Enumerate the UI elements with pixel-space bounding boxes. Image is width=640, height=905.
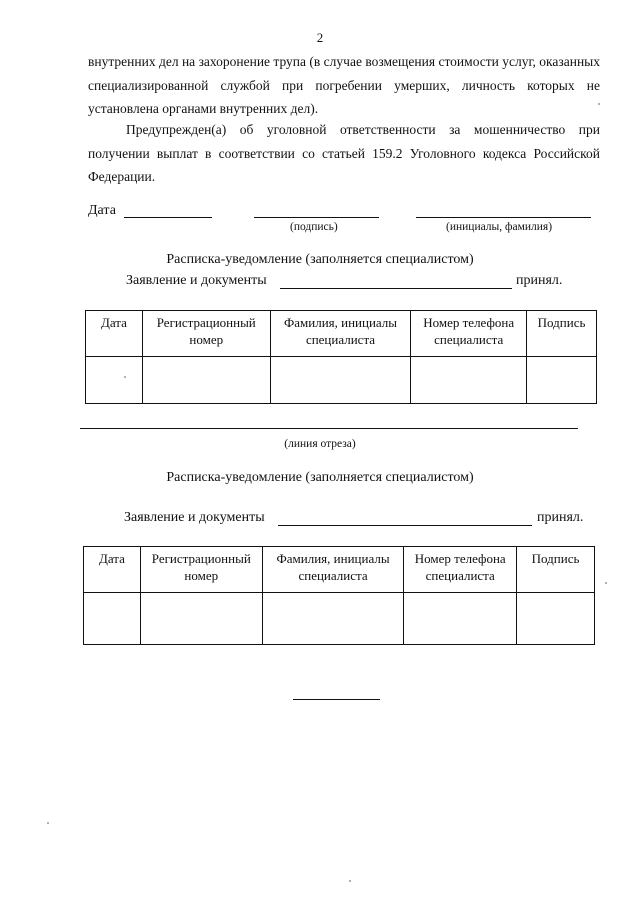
- header-phone: Номер телефона специалиста: [411, 311, 527, 357]
- table-header-row: [86, 311, 597, 357]
- end-separator-line: [293, 699, 380, 700]
- cell-date[interactable]: [86, 357, 143, 404]
- receipt-bottom-accepted: принял.: [537, 510, 584, 525]
- cell-phone[interactable]: [404, 593, 517, 645]
- receipt-top-table: [85, 310, 597, 404]
- receipt-top-title: Расписка-уведомление (заполняется специалистом): [166, 252, 474, 267]
- receipt-bottom-docs-label: Заявление и документы: [124, 510, 265, 525]
- header-signature: Подпись: [527, 311, 597, 357]
- continuation-paragraph: внутренних дел на захоронение трупа (в случае возмещения стоимости услуг, оказанных специализированной службой при погребении умерших, личность которых не установлена органами внутренних дел).: [88, 54, 600, 116]
- header-specialist-name: Фамилия, инициалы специалиста: [270, 311, 411, 357]
- table-header-row: [84, 547, 595, 593]
- initials-caption: (инициалы, фамилия): [446, 221, 553, 233]
- scan-speck: [598, 103, 600, 105]
- page-number: 2: [316, 30, 324, 45]
- scan-speck: [605, 582, 607, 584]
- header-specialist-name: Фамилия, инициалы специалиста: [262, 547, 404, 593]
- header-signature: Подпись: [517, 547, 595, 593]
- header-date: Дата: [84, 547, 141, 593]
- header-reg-number: Регистрационный номер: [140, 547, 262, 593]
- date-field[interactable]: [124, 217, 212, 218]
- scan-speck: [349, 880, 351, 882]
- date-label: Дата: [88, 203, 116, 218]
- header-phone: Номер телефона специалиста: [404, 547, 517, 593]
- cell-specialist-name[interactable]: [262, 593, 404, 645]
- cut-line-label: (линия отреза): [284, 438, 356, 450]
- cell-signature[interactable]: [517, 593, 595, 645]
- cell-reg-number[interactable]: [140, 593, 262, 645]
- receipt-bottom-docs-field[interactable]: [278, 525, 532, 526]
- header-reg-number: Регистрационный номер: [142, 311, 270, 357]
- cell-phone[interactable]: [411, 357, 527, 404]
- cell-reg-number[interactable]: [142, 357, 270, 404]
- warning-paragraph: Предупрежден(а) об уголовной ответственности за мошенничество при получении выплат в соответствии со статьей 159.2 Уголовного кодекса Российской Федерации.: [88, 122, 600, 184]
- table-row: [86, 357, 597, 404]
- scan-speck: [47, 822, 49, 824]
- table-row: [84, 593, 595, 645]
- signature-field[interactable]: [254, 217, 379, 218]
- scan-speck: [124, 376, 126, 378]
- cut-line: [80, 428, 578, 429]
- signature-caption: (подпись): [290, 221, 338, 233]
- cell-date[interactable]: [84, 593, 141, 645]
- cell-specialist-name[interactable]: [270, 357, 411, 404]
- receipt-top-docs-label: Заявление и документы: [126, 273, 267, 288]
- header-date: Дата: [86, 311, 143, 357]
- receipt-bottom-table: [83, 546, 595, 645]
- cell-signature[interactable]: [527, 357, 597, 404]
- initials-field[interactable]: [416, 217, 591, 218]
- receipt-bottom-title: Расписка-уведомление (заполняется специалистом): [166, 470, 474, 485]
- receipt-top-docs-field[interactable]: [280, 288, 512, 289]
- receipt-top-accepted: принял.: [516, 273, 563, 288]
